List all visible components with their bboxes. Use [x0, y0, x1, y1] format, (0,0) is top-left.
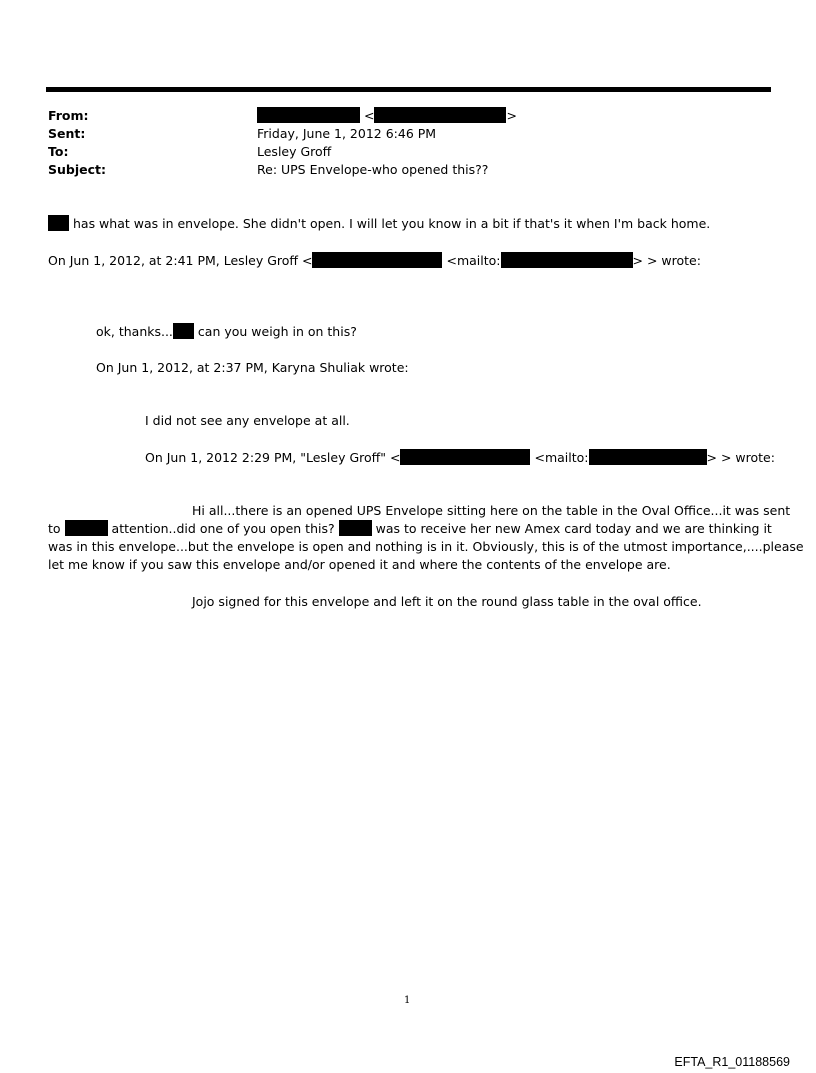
- redaction-block: [312, 252, 442, 268]
- redaction-block: [173, 323, 194, 339]
- quote-header-3: [145, 449, 775, 467]
- redaction-block: [589, 449, 707, 465]
- reply-2: [96, 323, 357, 341]
- subject-value: Re: UPS Envelope-who opened this??: [257, 162, 489, 177]
- redaction-block: [400, 449, 530, 465]
- to-value: Lesley Groff: [257, 144, 332, 159]
- message-para-2-c: was to receive her new Amex card today and we are thinking it: [375, 521, 772, 536]
- redaction-block: [339, 520, 372, 536]
- from-open-bracket: <: [363, 108, 375, 123]
- redaction-block: [48, 215, 69, 231]
- message-para-2-a: to: [48, 521, 61, 536]
- to-label: To:: [48, 144, 69, 159]
- body-line-1: [48, 215, 710, 233]
- quote-header-3-wrote: > > wrote:: [706, 450, 775, 465]
- from-close-bracket: >: [506, 108, 517, 123]
- redaction-block: [65, 520, 108, 536]
- body-line-1-text: has what was in envelope. She didn't open. I will let you know in a bit if that's it when I'm back home.: [72, 216, 711, 231]
- quote-header-1-wrote: > > wrote:: [632, 253, 701, 268]
- reply-3: I did not see any envelope at all.: [145, 413, 350, 428]
- from-label: From:: [48, 108, 89, 123]
- from-value: [257, 107, 517, 125]
- quote-header-3-text: On Jun 1, 2012 2:29 PM, "Lesley Groff" <: [145, 450, 401, 465]
- quote-header-1-text: On Jun 1, 2012, at 2:41 PM, Lesley Groff <: [48, 253, 313, 268]
- quote-header-3-mailto: <mailto:: [534, 450, 589, 465]
- message-para-2: [48, 520, 772, 538]
- sent-label: Sent:: [48, 126, 86, 141]
- sent-value: Friday, June 1, 2012 6:46 PM: [257, 126, 437, 141]
- redaction-block: [257, 107, 360, 123]
- redaction-block: [501, 252, 633, 268]
- message-para-2-b: attention..did one of you open this?: [111, 521, 335, 536]
- page-number: 1: [404, 995, 411, 1006]
- message-para-3: was in this envelope...but the envelope is open and nothing is in it. Obviously, this is of the utmost importance,....please: [48, 539, 804, 554]
- header-rule: [46, 87, 771, 92]
- quote-header-1: [48, 252, 701, 270]
- message-para-1: Hi all...there is an opened UPS Envelope sitting here on the table in the Oval Office...it was sent: [192, 503, 791, 518]
- bates-number: EFTA_R1_01188569: [674, 1055, 790, 1069]
- reply-2-text-b: can you weigh in on this?: [197, 324, 357, 339]
- redaction-block: [374, 107, 506, 123]
- quote-header-1-mailto: <mailto:: [446, 253, 501, 268]
- message-para-5: Jojo signed for this envelope and left it on the round glass table in the oval office.: [192, 594, 702, 609]
- quote-header-2: On Jun 1, 2012, at 2:37 PM, Karyna Shuliak wrote:: [96, 360, 409, 375]
- reply-2-text-a: ok, thanks...: [96, 324, 173, 339]
- message-para-4: let me know if you saw this envelope and/or opened it and where the contents of the envelope are.: [48, 557, 671, 572]
- subject-label: Subject:: [48, 162, 106, 177]
